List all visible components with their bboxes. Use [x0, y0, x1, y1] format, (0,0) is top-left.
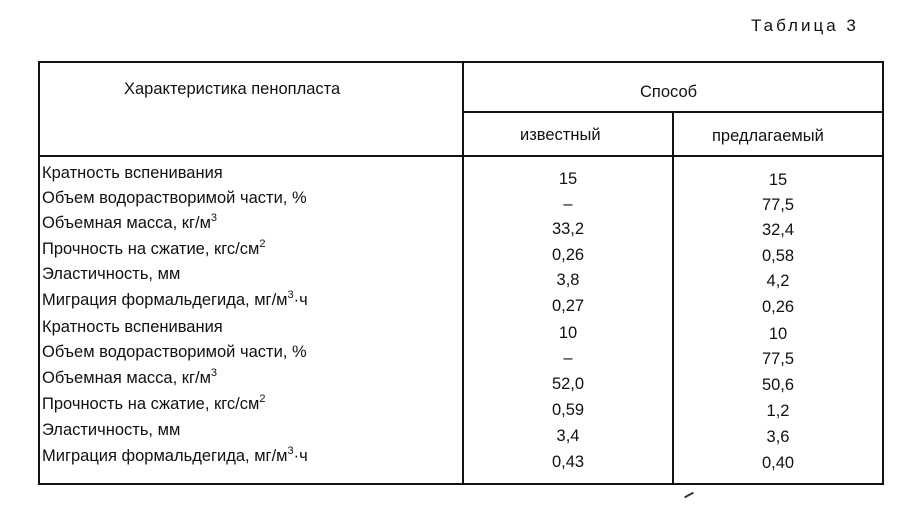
row-label: [42, 343, 307, 362]
cell-known: 0,27: [551, 297, 585, 315]
header-known: известный: [520, 126, 601, 144]
header-proposed: предлагаемый: [712, 127, 824, 145]
row-label-text: Объем водорастворимой части, %: [42, 189, 307, 207]
row-label-text: Эластичность, мм: [42, 421, 181, 439]
row-label-text: Кратность вспенивания: [42, 164, 223, 182]
row-label: [42, 447, 308, 466]
row-label-text: Эластичность, мм: [42, 265, 181, 283]
cell-known: –: [563, 195, 573, 213]
row-label-superscript: 3: [287, 445, 294, 457]
row-label-text: Миграция формальдегида, мг/м: [42, 447, 288, 465]
row-label-text: Кратность вспенивания: [42, 318, 223, 336]
cell-known: 33,2: [551, 220, 585, 238]
row-label-superscript: 3: [210, 212, 218, 224]
row-label: [42, 421, 180, 440]
cell-known: 3,8: [556, 271, 580, 289]
row-label-superscript: 3: [287, 289, 294, 301]
cell-known: 10: [558, 324, 578, 342]
row-label: [42, 214, 217, 233]
cell-proposed: 0,40: [761, 454, 795, 472]
cell-proposed: 15: [768, 171, 788, 189]
cell-proposed: 10: [768, 325, 788, 343]
column-divider-methods: [672, 112, 674, 485]
header-method: Способ: [640, 83, 698, 101]
table-number-label: Таблица 3: [751, 16, 859, 35]
row-label: [42, 369, 217, 388]
row-label-superscript: 2: [259, 393, 266, 405]
row-label: [42, 291, 308, 310]
cell-proposed: 77,5: [761, 350, 795, 368]
cell-proposed: 3,6: [766, 428, 790, 446]
row-label: [42, 265, 180, 284]
cell-known: 0,26: [551, 246, 585, 264]
header-characteristic: Характеристика пенопласта: [124, 80, 341, 98]
cell-proposed: 77,5: [761, 196, 795, 214]
cell-proposed: 0,26: [761, 298, 795, 316]
column-divider-main: [462, 61, 464, 485]
header-divider-method: [462, 111, 884, 113]
cell-known: 0,43: [551, 453, 585, 471]
cell-proposed: 1,2: [766, 402, 790, 420]
row-label-suffix: ·ч: [293, 447, 308, 465]
scan-speck: [684, 492, 694, 498]
row-label: [42, 240, 265, 259]
row-label-text: Прочность на сжатие, кгс/см: [42, 240, 260, 258]
row-label-text: Миграция формальдегида, мг/м: [42, 291, 288, 309]
row-label: [42, 189, 307, 208]
header-divider-bottom: [38, 155, 884, 157]
row-label-suffix: ·ч: [293, 291, 308, 309]
row-label-superscript: 2: [259, 238, 266, 250]
row-label: [42, 395, 265, 414]
cell-known: 3,4: [556, 427, 580, 445]
cell-proposed: 0,58: [761, 247, 795, 265]
row-label-superscript: 3: [210, 367, 218, 379]
cell-known: –: [563, 349, 573, 367]
cell-proposed: 4,2: [766, 272, 790, 290]
cell-known: 15: [558, 170, 578, 188]
row-label-text: Прочность на сжатие, кгс/см: [42, 395, 260, 413]
row-label-text: Объемная масса, кг/м: [42, 214, 211, 232]
row-label-text: Объемная масса, кг/м: [42, 369, 211, 387]
row-label-text: Объем водорастворимой части, %: [42, 343, 307, 361]
cell-known: 0,59: [551, 401, 585, 419]
cell-proposed: 50,6: [761, 376, 795, 394]
row-label: [42, 318, 223, 337]
row-label: [42, 164, 223, 183]
cell-known: 52,0: [551, 375, 585, 393]
cell-proposed: 32,4: [761, 221, 795, 239]
